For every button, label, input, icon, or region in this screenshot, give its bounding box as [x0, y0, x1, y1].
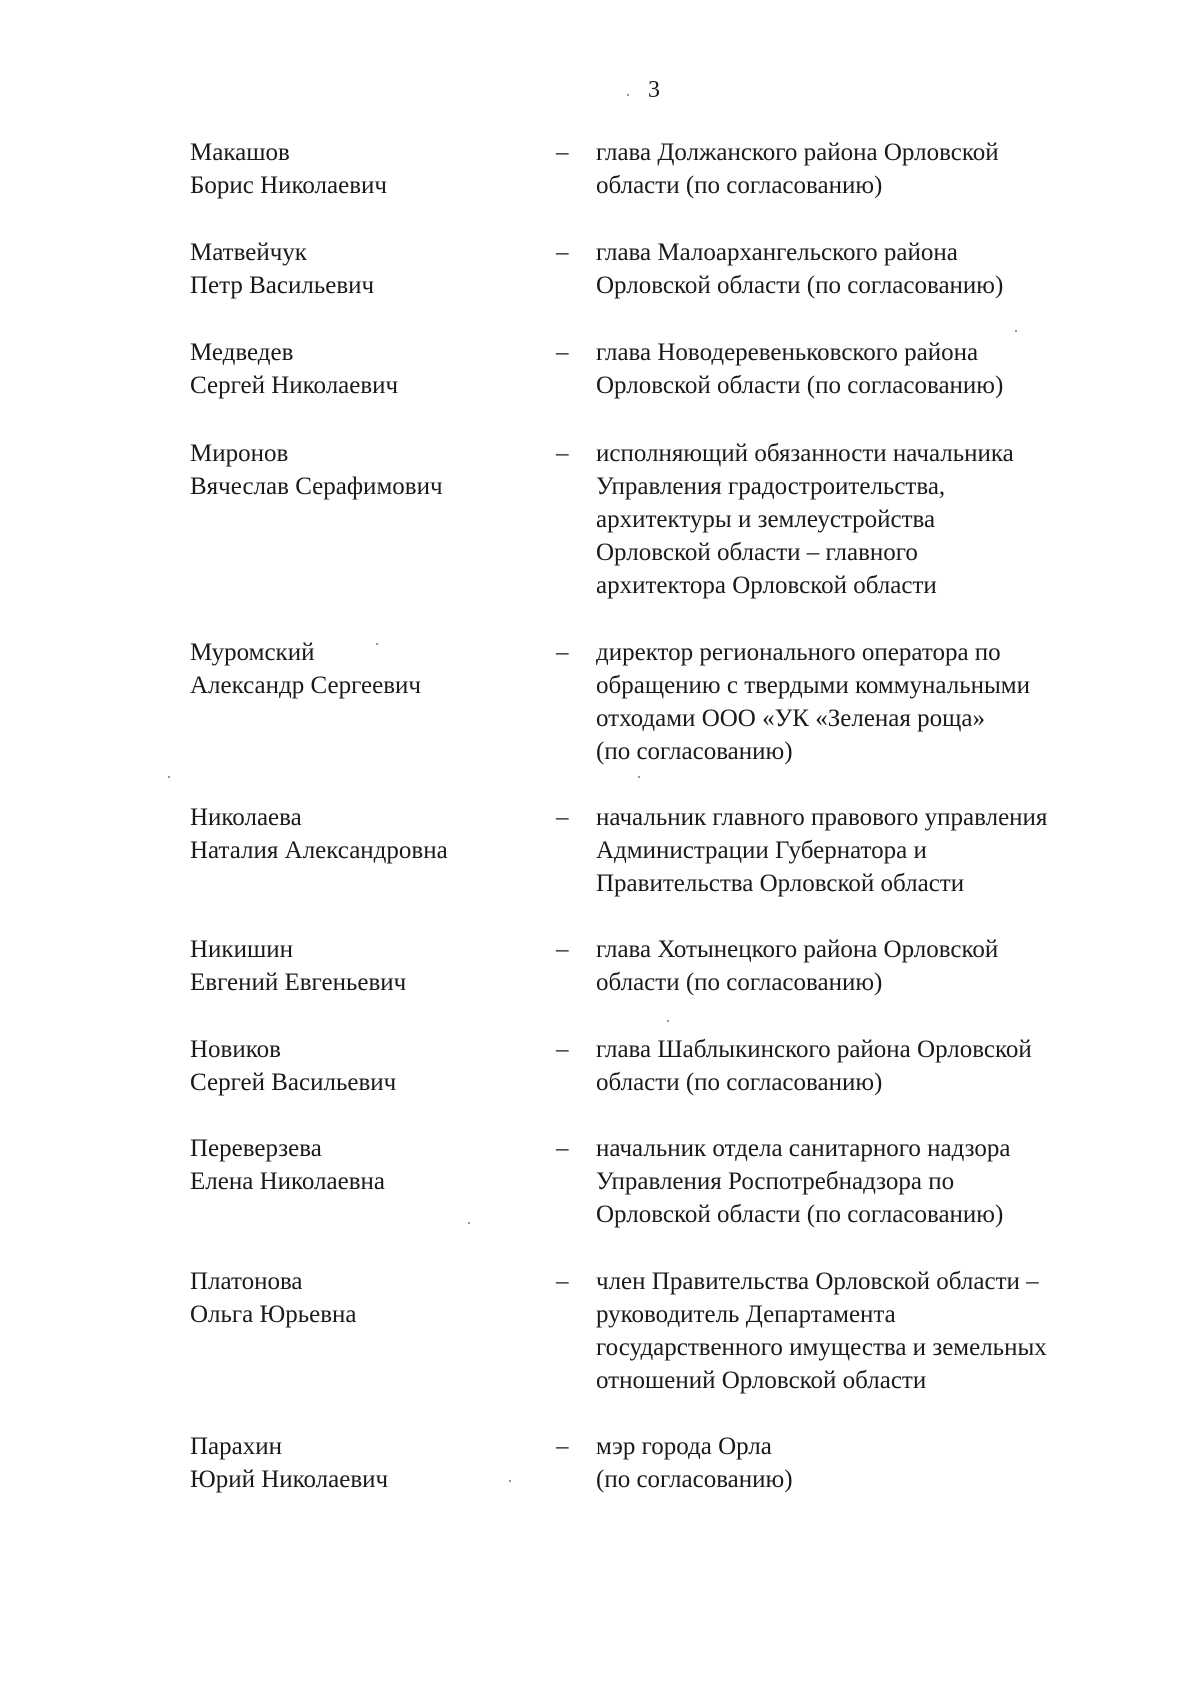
role-line: член Правительства Орловской области –	[596, 1268, 1039, 1295]
member-surname: Никишин	[190, 936, 293, 963]
role-line: Администрации Губернатора и	[596, 837, 927, 864]
scan-speck	[638, 776, 640, 778]
role-line: отношений Орловской области	[596, 1367, 927, 1394]
member-role	[596, 801, 1136, 900]
member-role	[596, 1265, 1136, 1397]
member-given-names: Елена Николаевна	[190, 1168, 385, 1195]
role-line: (по согласованию)	[596, 738, 793, 765]
member-name	[190, 933, 520, 999]
member-name	[190, 1265, 520, 1331]
member-name	[190, 636, 520, 702]
member-name	[190, 437, 520, 503]
separator-dash: –	[556, 139, 569, 166]
role-line: начальник отдела санитарного надзора	[596, 1135, 1011, 1162]
member-role	[596, 1132, 1136, 1231]
member-given-names: Александр Сергеевич	[190, 672, 421, 699]
member-surname: Новиков	[190, 1036, 281, 1063]
member-surname: Муромский	[190, 639, 315, 666]
member-surname: Платонова	[190, 1268, 303, 1295]
member-role	[596, 236, 1136, 302]
member-name	[190, 1430, 520, 1496]
member-role	[596, 136, 1136, 202]
separator-dash: –	[556, 1036, 569, 1063]
member-surname: Переверзева	[190, 1135, 322, 1162]
role-line: Правительства Орловской области	[596, 870, 965, 897]
member-surname: Медведев	[190, 339, 294, 366]
member-given-names: Сергей Николаевич	[190, 372, 399, 399]
scan-speck	[376, 643, 378, 645]
separator-dash: –	[556, 339, 569, 366]
member-role	[596, 636, 1136, 768]
role-line: мэр города Орла	[596, 1433, 772, 1460]
role-line: начальник главного правового управления	[596, 804, 1048, 831]
member-given-names: Юрий Николаевич	[190, 1466, 389, 1493]
member-surname: Николаева	[190, 804, 302, 831]
role-line: Орловской области (по согласованию)	[596, 372, 1004, 399]
member-given-names: Ольга Юрьевна	[190, 1301, 357, 1328]
separator-dash: –	[556, 804, 569, 831]
separator-dash: –	[556, 1268, 569, 1295]
role-line: области (по согласованию)	[596, 172, 883, 199]
separator-dash: –	[556, 440, 569, 467]
role-line: архитектора Орловской области	[596, 572, 937, 599]
member-surname: Парахин	[190, 1433, 283, 1460]
role-line: области (по согласованию)	[596, 969, 883, 996]
scan-speck	[509, 1480, 511, 1482]
member-given-names: Наталия Александровна	[190, 837, 448, 864]
separator-dash: –	[556, 1433, 569, 1460]
member-role	[596, 1033, 1136, 1099]
member-name	[190, 236, 520, 302]
role-line: руководитель Департамента	[596, 1301, 896, 1328]
member-role	[596, 933, 1136, 999]
role-line: глава Шаблыкинского района Орловской	[596, 1036, 1032, 1063]
member-given-names: Евгений Евгеньевич	[190, 969, 407, 996]
member-role	[596, 336, 1136, 402]
member-name	[190, 1033, 520, 1099]
role-line: Орловской области – главного	[596, 539, 918, 566]
member-role	[596, 437, 1136, 602]
member-name	[190, 1132, 520, 1198]
separator-dash: –	[556, 1135, 569, 1162]
scan-speck	[468, 1222, 470, 1224]
role-line: Управления Роспотребнадзора по	[596, 1168, 955, 1195]
scan-speck	[1015, 330, 1017, 332]
member-surname: Матвейчук	[190, 239, 307, 266]
member-role	[596, 1430, 1136, 1496]
member-name	[190, 801, 520, 867]
role-line: Управления градостроительства,	[596, 473, 946, 500]
role-line: глава Хотынецкого района Орловской	[596, 936, 999, 963]
role-line: отходами ООО «УК «Зеленая роща»	[596, 705, 985, 732]
scan-speck	[627, 94, 629, 96]
role-line: архитектуры и землеустройства	[596, 506, 936, 533]
member-given-names: Вячеслав Серафимович	[190, 473, 443, 500]
separator-dash: –	[556, 936, 569, 963]
role-line: (по согласованию)	[596, 1466, 793, 1493]
separator-dash: –	[556, 239, 569, 266]
member-given-names: Борис Николаевич	[190, 172, 387, 199]
page-number: 3	[648, 77, 660, 103]
role-line: директор регионального оператора по	[596, 639, 1001, 666]
role-line: глава Малоархангельского района	[596, 239, 958, 266]
role-line: глава Новодеревеньковского района	[596, 339, 979, 366]
role-line: государственного имущества и земельных	[596, 1334, 1047, 1361]
scan-speck	[168, 776, 170, 778]
role-line: исполняющий обязанности начальника	[596, 440, 1014, 467]
separator-dash: –	[556, 639, 569, 666]
member-name	[190, 136, 520, 202]
member-given-names: Петр Васильевич	[190, 272, 375, 299]
member-surname: Миронов	[190, 440, 289, 467]
member-name	[190, 336, 520, 402]
member-given-names: Сергей Васильевич	[190, 1069, 397, 1096]
role-line: области (по согласованию)	[596, 1069, 883, 1096]
role-line: глава Должанского района Орловской	[596, 139, 999, 166]
role-line: Орловской области (по согласованию)	[596, 1201, 1004, 1228]
role-line: Орловской области (по согласованию)	[596, 272, 1004, 299]
scan-speck	[667, 1020, 669, 1022]
role-line: обращению с твердыми коммунальными	[596, 672, 1030, 699]
member-surname: Макашов	[190, 139, 290, 166]
